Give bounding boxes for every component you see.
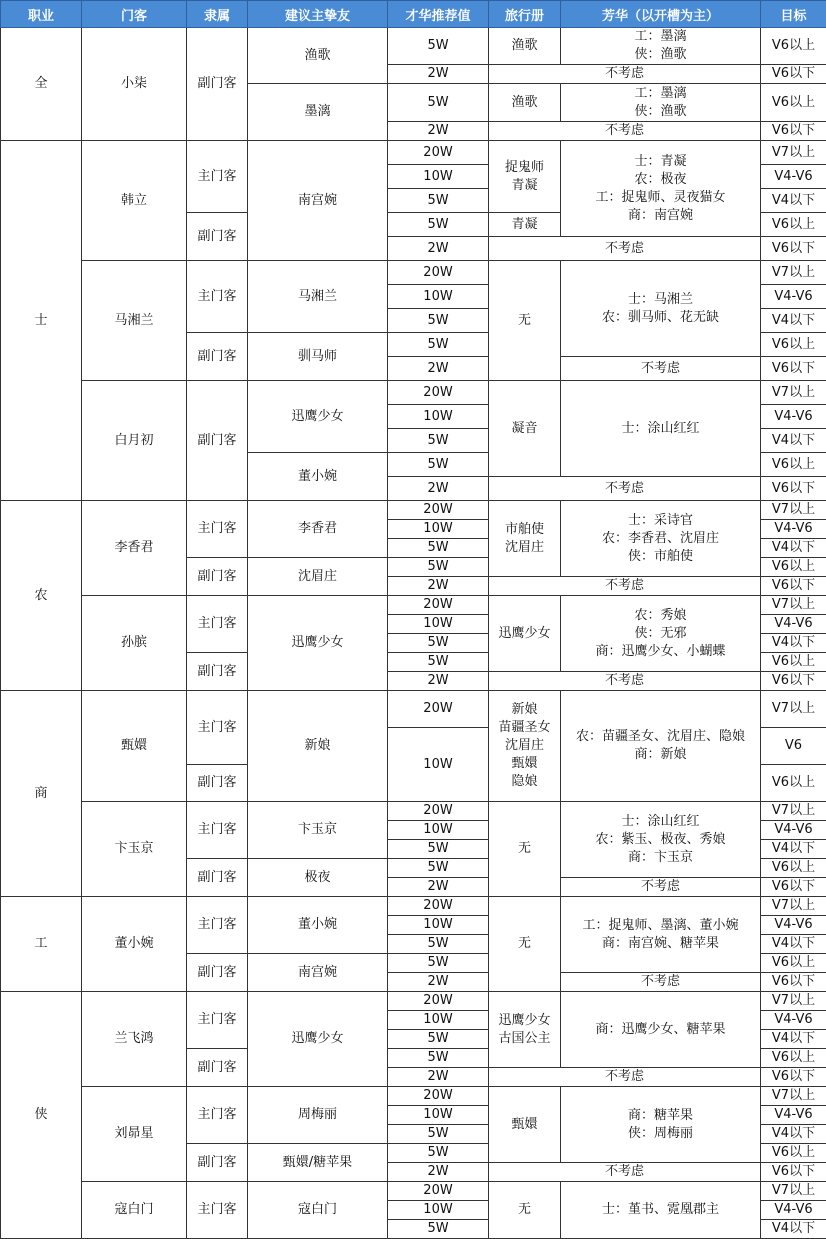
target-cell: V4-V6 [761,165,826,189]
affiliation-cell: 主门客 [187,261,248,333]
talent-value-cell: 5W [388,453,489,477]
main-friend-cell: 迅鹰少女 [248,381,388,453]
travel-book-cell: 凝音 [489,381,561,477]
travel-fanghua-cell: 不考虑 [489,1068,761,1087]
target-cell: V4以下 [761,1125,826,1144]
table-row [1,1087,826,1106]
travel-book-cell: 渔歌 [489,28,561,65]
main-friend-cell: 南宫婉 [248,141,388,261]
target-cell: V7以上 [761,596,826,615]
target-cell: V7以上 [761,897,826,916]
affiliation-cell: 主门客 [187,802,248,859]
profession-cell: 全 [1,28,82,141]
talent-value-cell: 5W [388,1125,489,1144]
target-cell: V6以上 [761,333,826,357]
target-cell: V4以下 [761,1030,826,1049]
talent-value-cell: 2W [388,1163,489,1182]
target-cell: V4-V6 [761,615,826,634]
profession-cell: 工 [1,897,82,992]
affiliation-cell: 主门客 [187,1182,248,1239]
target-cell: V6以下 [761,973,826,992]
fanghua-cell: 不考虑 [561,973,761,992]
talent-value-cell: 5W [388,309,489,333]
target-cell: V6以下 [761,477,826,501]
affiliation-cell: 副门客 [187,859,248,897]
target-cell: V4-V6 [761,1106,826,1125]
target-cell: V6以上 [761,954,826,973]
talent-value-cell: 20W [388,802,489,821]
retainer-cell: 寇白门 [82,1182,187,1239]
travel-fanghua-cell: 不考虑 [489,577,761,596]
target-cell: V6以上 [761,453,826,477]
table-row [1,381,826,405]
talent-value-cell: 20W [388,691,489,728]
talent-value-cell: 5W [388,1049,489,1068]
target-cell: V4-V6 [761,1201,826,1220]
target-cell: V7以上 [761,501,826,520]
talent-value-cell: 5W [388,1220,489,1239]
target-cell: V6以下 [761,122,826,141]
main-friend-cell: 驯马师 [248,333,388,381]
target-cell: V7以上 [761,1182,826,1201]
talent-value-cell: 5W [388,859,489,878]
fanghua-cell: 士：青凝 农：极夜 工：捉鬼师、灵夜猫女 商：南宫婉 [561,141,761,237]
target-cell: V7以上 [761,381,826,405]
table-row [1,992,826,1011]
travel-book-cell: 无 [489,261,561,381]
travel-book-cell: 市舶使 沈眉庄 [489,501,561,577]
target-cell: V6以上 [761,213,826,237]
talent-value-cell: 20W [388,141,489,165]
table-row [1,501,826,520]
travel-book-cell: 迅鹰少女 [489,596,561,672]
affiliation-cell: 副门客 [187,28,248,141]
main-friend-cell: 极夜 [248,859,388,897]
main-friend-cell: 南宫婉 [248,954,388,992]
target-cell: V6以下 [761,577,826,596]
retainer-cell: 孙膑 [82,596,187,691]
target-cell: V6以下 [761,878,826,897]
talent-value-cell: 5W [388,1144,489,1163]
talent-value-cell: 5W [388,213,489,237]
retainer-cell: 甄嬛 [82,691,187,802]
travel-book-cell: 无 [489,1182,561,1239]
talent-value-cell: 10W [388,1106,489,1125]
table-row [1,596,826,615]
affiliation-cell: 主门客 [187,897,248,954]
affiliation-cell: 副门客 [187,558,248,596]
talent-value-cell: 2W [388,672,489,691]
fanghua-cell: 商：迅鹰少女、糖苹果 [561,992,761,1068]
travel-book-cell: 捉鬼师 青凝 [489,141,561,213]
affiliation-cell: 副门客 [187,765,248,802]
talent-value-cell: 5W [388,189,489,213]
travel-fanghua-cell: 不考虑 [489,237,761,261]
profession-cell: 农 [1,501,82,691]
main-friend-cell: 渔歌 [248,28,388,84]
target-cell: V4以下 [761,189,826,213]
target-cell: V6以下 [761,1163,826,1182]
retainer-cell: 马湘兰 [82,261,187,381]
affiliation-cell: 副门客 [187,381,248,501]
main-friend-cell: 寇白门 [248,1182,388,1239]
main-friend-cell: 甄嬛/糖苹果 [248,1144,388,1182]
target-cell: V4以下 [761,429,826,453]
target-cell: V6 [761,728,826,765]
talent-value-cell: 20W [388,381,489,405]
target-cell: V4-V6 [761,285,826,309]
main-friend-cell: 卞玉京 [248,802,388,859]
target-cell: V4-V6 [761,916,826,935]
header-cell: 门客 [82,1,187,28]
target-cell: V7以上 [761,691,826,728]
retainer-cell: 白月初 [82,381,187,501]
travel-fanghua-cell: 不考虑 [489,65,761,84]
main-friend-cell: 董小婉 [248,897,388,954]
header-cell: 才华推荐值 [388,1,489,28]
travel-fanghua-cell: 不考虑 [489,122,761,141]
profession-cell: 商 [1,691,82,897]
talent-value-cell: 2W [388,477,489,501]
target-cell: V6以下 [761,65,826,84]
talent-value-cell: 5W [388,935,489,954]
talent-value-cell: 10W [388,821,489,840]
talent-value-cell: 5W [388,28,489,65]
target-cell: V4以下 [761,935,826,954]
talent-value-cell: 10W [388,520,489,539]
main-friend-cell: 沈眉庄 [248,558,388,596]
retainer-cell: 董小婉 [82,897,187,992]
talent-value-cell: 5W [388,653,489,672]
target-cell: V6以上 [761,28,826,65]
talent-value-cell: 5W [388,840,489,859]
fanghua-cell: 工：捉鬼师、墨漓、董小婉 商：南宫婉、糖苹果 [561,897,761,973]
retainer-cell: 李香君 [82,501,187,596]
talent-value-cell: 5W [388,1030,489,1049]
talent-value-cell: 20W [388,992,489,1011]
affiliation-cell: 主门客 [187,596,248,653]
travel-book-cell: 无 [489,802,561,897]
fanghua-cell: 工：墨漓 侠：渔歌 [561,28,761,65]
fanghua-cell: 士：堇书、霓凰郡主 [561,1182,761,1239]
talent-value-cell: 2W [388,237,489,261]
header-cell: 隶属 [187,1,248,28]
travel-fanghua-cell: 不考虑 [489,672,761,691]
target-cell: V4以下 [761,634,826,653]
affiliation-cell: 副门客 [187,1049,248,1087]
table-row [1,897,826,916]
talent-value-cell: 2W [388,973,489,992]
talent-value-cell: 10W [388,1011,489,1030]
fanghua-cell: 不考虑 [561,878,761,897]
talent-value-cell: 10W [388,285,489,309]
table-row [1,802,826,821]
travel-book-cell: 新娘 苗疆圣女 沈眉庄 甄嬛 隐娘 [489,691,561,802]
target-cell: V6以下 [761,1068,826,1087]
target-cell: V4-V6 [761,821,826,840]
target-cell: V4-V6 [761,405,826,429]
target-cell: V4以下 [761,840,826,859]
talent-value-cell: 10W [388,165,489,189]
talent-value-cell: 2W [388,1068,489,1087]
target-cell: V7以上 [761,992,826,1011]
profession-cell: 士 [1,141,82,501]
target-cell: V6以上 [761,558,826,577]
affiliation-cell: 主门客 [187,501,248,558]
affiliation-cell: 主门客 [187,691,248,765]
target-cell: V7以上 [761,802,826,821]
affiliation-cell: 副门客 [187,954,248,992]
affiliation-cell: 副门客 [187,1144,248,1182]
header-row [1,1,826,28]
target-cell: V6以下 [761,672,826,691]
target-cell: V6以下 [761,357,826,381]
retainer-cell: 刘昴星 [82,1087,187,1182]
talent-value-cell: 5W [388,333,489,357]
main-friend-cell: 迅鹰少女 [248,596,388,691]
talent-value-cell: 5W [388,539,489,558]
affiliation-cell: 副门客 [187,653,248,691]
talent-value-cell: 20W [388,261,489,285]
retainer-cell: 卞玉京 [82,802,187,897]
main-friend-cell: 周梅丽 [248,1087,388,1144]
fanghua-cell: 工：墨漓 侠：渔歌 [561,84,761,122]
table-row [1,28,826,65]
target-cell: V6以上 [761,653,826,672]
main-friend-cell: 迅鹰少女 [248,992,388,1087]
travel-fanghua-cell: 不考虑 [489,477,761,501]
talent-value-cell: 20W [388,897,489,916]
target-cell: V6以下 [761,237,826,261]
fanghua-cell: 士：涂山红红 [561,381,761,477]
table-row [1,691,826,728]
target-cell: V6以上 [761,765,826,802]
talent-value-cell: 5W [388,634,489,653]
fanghua-cell: 不考虑 [561,357,761,381]
header-cell: 旅行册 [489,1,561,28]
target-cell: V7以上 [761,261,826,285]
talent-value-cell: 10W [388,916,489,935]
table-row [1,141,826,165]
target-cell: V6以上 [761,1144,826,1163]
talent-value-cell: 2W [388,878,489,897]
main-friend-cell: 李香君 [248,501,388,558]
talent-value-cell: 10W [388,1201,489,1220]
affiliation-cell: 副门客 [187,213,248,261]
profession-cell: 侠 [1,992,82,1239]
retainer-cell: 小柒 [82,28,187,141]
table-row [1,261,826,285]
talent-value-cell: 5W [388,429,489,453]
affiliation-cell: 主门客 [187,992,248,1049]
affiliation-cell: 主门客 [187,1087,248,1144]
talent-value-cell: 2W [388,122,489,141]
travel-book-cell: 无 [489,897,561,992]
talent-value-cell: 10W [388,728,489,802]
talent-value-cell: 2W [388,577,489,596]
affiliation-cell: 主门客 [187,141,248,213]
affiliation-cell: 副门客 [187,333,248,381]
retainer-cell: 兰飞鸿 [82,992,187,1087]
fanghua-cell: 农：苗疆圣女、沈眉庄、隐娘 商：新娘 [561,691,761,802]
header-cell: 建议主挚友 [248,1,388,28]
target-cell: V4-V6 [761,520,826,539]
fanghua-cell: 士：马湘兰 农：驯马师、花无缺 [561,261,761,357]
talent-value-cell: 20W [388,1182,489,1201]
travel-book-cell: 迅鹰少女 古国公主 [489,992,561,1068]
talent-value-cell: 2W [388,357,489,381]
fanghua-cell: 士：采诗官 农：李香君、沈眉庄 侠：市舶使 [561,501,761,577]
target-cell: V4以下 [761,309,826,333]
main-friend-cell: 马湘兰 [248,261,388,333]
talent-value-cell: 5W [388,84,489,122]
talent-value-cell: 5W [388,954,489,973]
talent-value-cell: 2W [388,65,489,84]
main-friend-cell: 墨漓 [248,84,388,141]
header-cell: 目标 [761,1,826,28]
table-row [1,1182,826,1201]
header-cell: 芳华（以开槽为主） [561,1,761,28]
target-cell: V4-V6 [761,1011,826,1030]
target-cell: V6以上 [761,1049,826,1068]
target-cell: V7以上 [761,1087,826,1106]
fanghua-cell: 士：涂山红红 农：紫玉、极夜、秀娘 商：卞玉京 [561,802,761,878]
header-cell: 职业 [1,1,82,28]
talent-value-cell: 20W [388,501,489,520]
target-cell: V4以下 [761,1220,826,1239]
main-friend-cell: 新娘 [248,691,388,802]
travel-book-cell: 青凝 [489,213,561,237]
retainer-cell: 韩立 [82,141,187,261]
talent-value-cell: 10W [388,615,489,634]
talent-value-cell: 20W [388,596,489,615]
main-friend-cell: 董小婉 [248,453,388,501]
target-cell: V6以上 [761,859,826,878]
target-cell: V7以上 [761,141,826,165]
travel-fanghua-cell: 不考虑 [489,1163,761,1182]
talent-value-cell: 20W [388,1087,489,1106]
fanghua-cell: 农：秀娘 侠：无邪 商：迅鹰少女、小蝴蝶 [561,596,761,672]
target-cell: V6以上 [761,84,826,122]
travel-book-cell: 渔歌 [489,84,561,122]
fanghua-cell: 商：糖苹果 侠：周梅丽 [561,1087,761,1163]
talent-value-cell: 5W [388,558,489,577]
travel-book-cell: 甄嬛 [489,1087,561,1163]
target-cell: V4以下 [761,539,826,558]
talent-value-cell: 10W [388,405,489,429]
